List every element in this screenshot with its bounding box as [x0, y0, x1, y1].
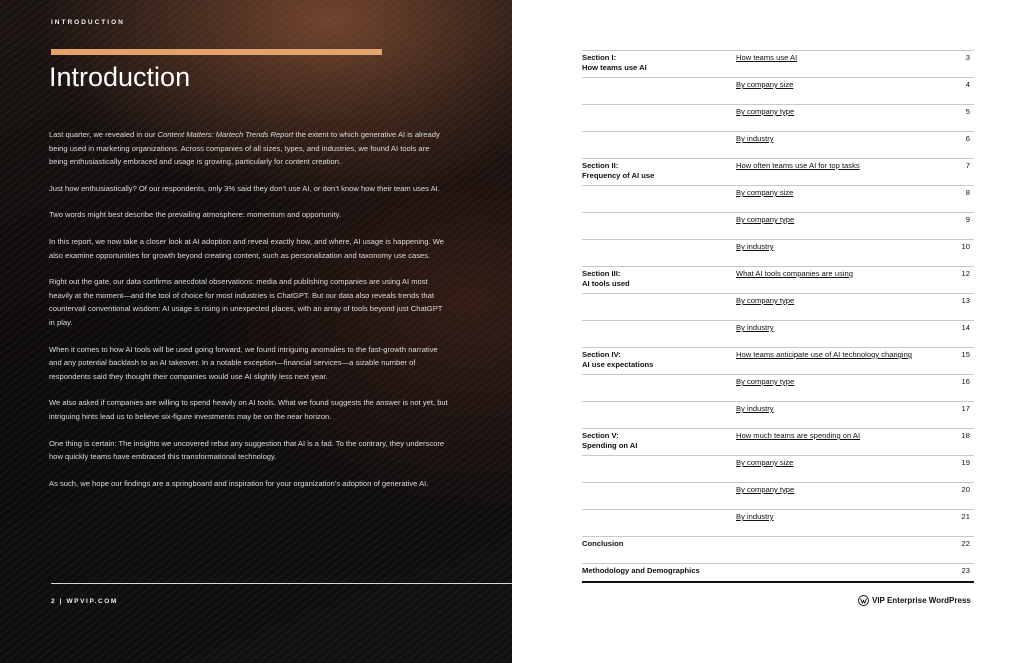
toc-link[interactable]: By company size: [736, 80, 794, 89]
intro-paragraph: When it comes to how AI tools will be used going forward, we found intriguing anomalies to the fast-growth narrative and any potential backlash to an AI takeover. In a notable exception—financial services—a sizable number of respondents said they thought their companies would use AI slightly less next year.: [49, 344, 438, 381]
toc-link[interactable]: By industry: [736, 323, 774, 332]
intro-paragraph: Two words might best describe the prevailing atmosphere: momentum and opportunity.: [49, 210, 341, 220]
toc-link[interactable]: By company type: [736, 485, 795, 494]
toc-link[interactable]: By industry: [736, 134, 774, 143]
toc-row: [582, 266, 974, 293]
toc-section-title: AI tools used: [582, 279, 630, 288]
toc-link[interactable]: How much teams are spending on AI: [736, 431, 861, 440]
toc-section-number: Section I:: [582, 53, 617, 62]
toc-link[interactable]: What AI tools companies are using: [736, 269, 853, 278]
footer-divider: [51, 583, 512, 584]
toc-row: [582, 77, 974, 104]
toc-page-number: 8: [965, 188, 970, 197]
page-footer: 2 | WPVIP.COM: [51, 598, 118, 605]
paragraph-text: the extent to which generative AI is already being used in marketing organizations. Across companies of all sizes, types, and industries, we found AI tools are being enthusiastically embraced and usage is growing, particularly for content creation.: [49, 130, 440, 167]
accent-bar: [51, 49, 382, 55]
toc-section-number: Section II:: [582, 161, 619, 170]
toc-row: [582, 131, 974, 158]
toc-link[interactable]: How teams anticipate use of AI technology changing: [736, 350, 913, 359]
toc-row: [582, 482, 974, 509]
toc-section-title: How teams use AI: [582, 63, 647, 72]
toc-page-number: 20: [961, 485, 970, 494]
toc-row: [582, 374, 974, 401]
toc-section-label: [582, 350, 732, 370]
report-title-italic: Content Matters: Martech Trends Report: [157, 130, 294, 139]
toc-row: [582, 563, 974, 590]
toc-link[interactable]: By company type: [736, 215, 795, 224]
toc-page-number: 9: [965, 215, 970, 224]
toc-section-title: Spending on AI: [582, 441, 638, 450]
toc-section-label: [582, 161, 732, 181]
toc-link[interactable]: By company size: [736, 458, 794, 467]
toc-row: [582, 212, 974, 239]
toc-row: [582, 104, 974, 131]
toc-page-number: 4: [965, 80, 970, 89]
toc-row: [582, 185, 974, 212]
toc-link[interactable]: By industry: [736, 242, 774, 251]
toc-section-title: AI use expectations: [582, 360, 654, 369]
toc-section-label: [582, 566, 732, 576]
intro-paragraph: One thing is certain: The insights we uncovered rebut any suggestion that AI is a fad. To the contrary, they underscore how quickly teams have embraced this transformational technology.: [49, 438, 445, 462]
intro-paragraph: [49, 128, 449, 169]
toc-link[interactable]: By industry: [736, 404, 774, 413]
toc-row: [582, 428, 974, 455]
wordpress-icon: [858, 595, 869, 606]
toc-page-number: 10: [961, 242, 970, 251]
page-title: Introduction: [49, 62, 191, 92]
page-kicker: INTRODUCTION: [51, 19, 125, 26]
toc-page-number: 3: [965, 53, 970, 62]
toc-section-label: [582, 431, 732, 451]
toc-page-number: 16: [961, 377, 970, 386]
toc-row: [582, 293, 974, 320]
toc-row: [582, 320, 974, 347]
intro-paragraph: As such, we hope our findings are a springboard and inspiration for your organization’s adoption of generative AI.: [49, 478, 429, 488]
toc-row: [582, 455, 974, 482]
toc-row: [582, 536, 974, 563]
toc-page-number: 5: [965, 107, 970, 116]
toc-page-number: 13: [961, 296, 970, 305]
toc-link[interactable]: By company size: [736, 188, 794, 197]
toc-section-number: Section IV:: [582, 350, 621, 359]
toc-row: [582, 509, 974, 536]
toc-row: [582, 347, 974, 374]
right-page: [512, 0, 1024, 663]
toc-section-number: Section V:: [582, 431, 619, 440]
toc-page-number: 17: [961, 404, 970, 413]
toc-link[interactable]: By company type: [736, 107, 795, 116]
toc-page-number: 23: [961, 566, 970, 575]
intro-body: [49, 128, 449, 503]
toc-link[interactable]: How teams use AI: [736, 53, 798, 62]
intro-paragraph: Just how enthusiastically? Of our respondents, only 3% said they don’t use AI, or don’t know how their team uses AI.: [49, 183, 440, 193]
toc-link[interactable]: How often teams use AI for top tasks: [736, 161, 860, 170]
toc-link[interactable]: By company type: [736, 296, 795, 305]
table-of-contents: [582, 50, 974, 590]
toc-section-label: [582, 53, 732, 73]
toc-page-number: 21: [961, 512, 970, 521]
footer-divider: [582, 581, 974, 583]
toc-section-title: Frequency of AI use: [582, 171, 655, 180]
toc-row: [582, 239, 974, 266]
toc-page-number: 15: [961, 350, 970, 359]
toc-page-number: 22: [961, 539, 970, 548]
toc-page-number: 19: [961, 458, 970, 467]
toc-section-label: [582, 539, 732, 549]
toc-page-number: 12: [961, 269, 970, 278]
toc-section-number: Methodology and Demographics: [582, 566, 700, 575]
intro-paragraph: Right out the gate, our data confirms anecdotal observations: media and publishing companies are using AI most heavily at the moment—and the tool of choice for most industries is ChatGPT. But our data also reveals trends that countervail conventional wisdom: AI usage is rising in unexpected places, with an array of tools beyond just ChatGPT in play.: [49, 277, 443, 327]
toc-page-number: 7: [965, 161, 970, 170]
toc-section-number: Conclusion: [582, 539, 624, 548]
toc-page-number: 14: [961, 323, 970, 332]
toc-row: [582, 401, 974, 428]
intro-paragraph: We also asked if companies are willing to spend heavily on AI tools. What we found suggests the answer is not yet, but intriguing hints lead us to believe six-figure investments may be on the near horizon.: [49, 398, 448, 421]
toc-section-number: Section III:: [582, 269, 621, 278]
intro-paragraph: In this report, we now take a closer look at AI adoption and reveal exactly how, and where, AI usage is happening. We also examine opportunities for growth beyond creating content, such as personalization and taxonomy use cases.: [49, 236, 444, 260]
toc-page-number: 6: [965, 134, 970, 143]
toc-link[interactable]: By industry: [736, 512, 774, 521]
toc-row: [582, 50, 974, 77]
logo-text: VIP Enterprise WordPress: [872, 596, 971, 605]
toc-row: [582, 158, 974, 185]
paragraph-text: Last quarter, we revealed in our: [49, 130, 158, 139]
toc-link[interactable]: By company type: [736, 377, 795, 386]
toc-page-number: 18: [961, 431, 970, 440]
vip-logo: [858, 595, 971, 606]
toc-section-label: [582, 269, 732, 289]
